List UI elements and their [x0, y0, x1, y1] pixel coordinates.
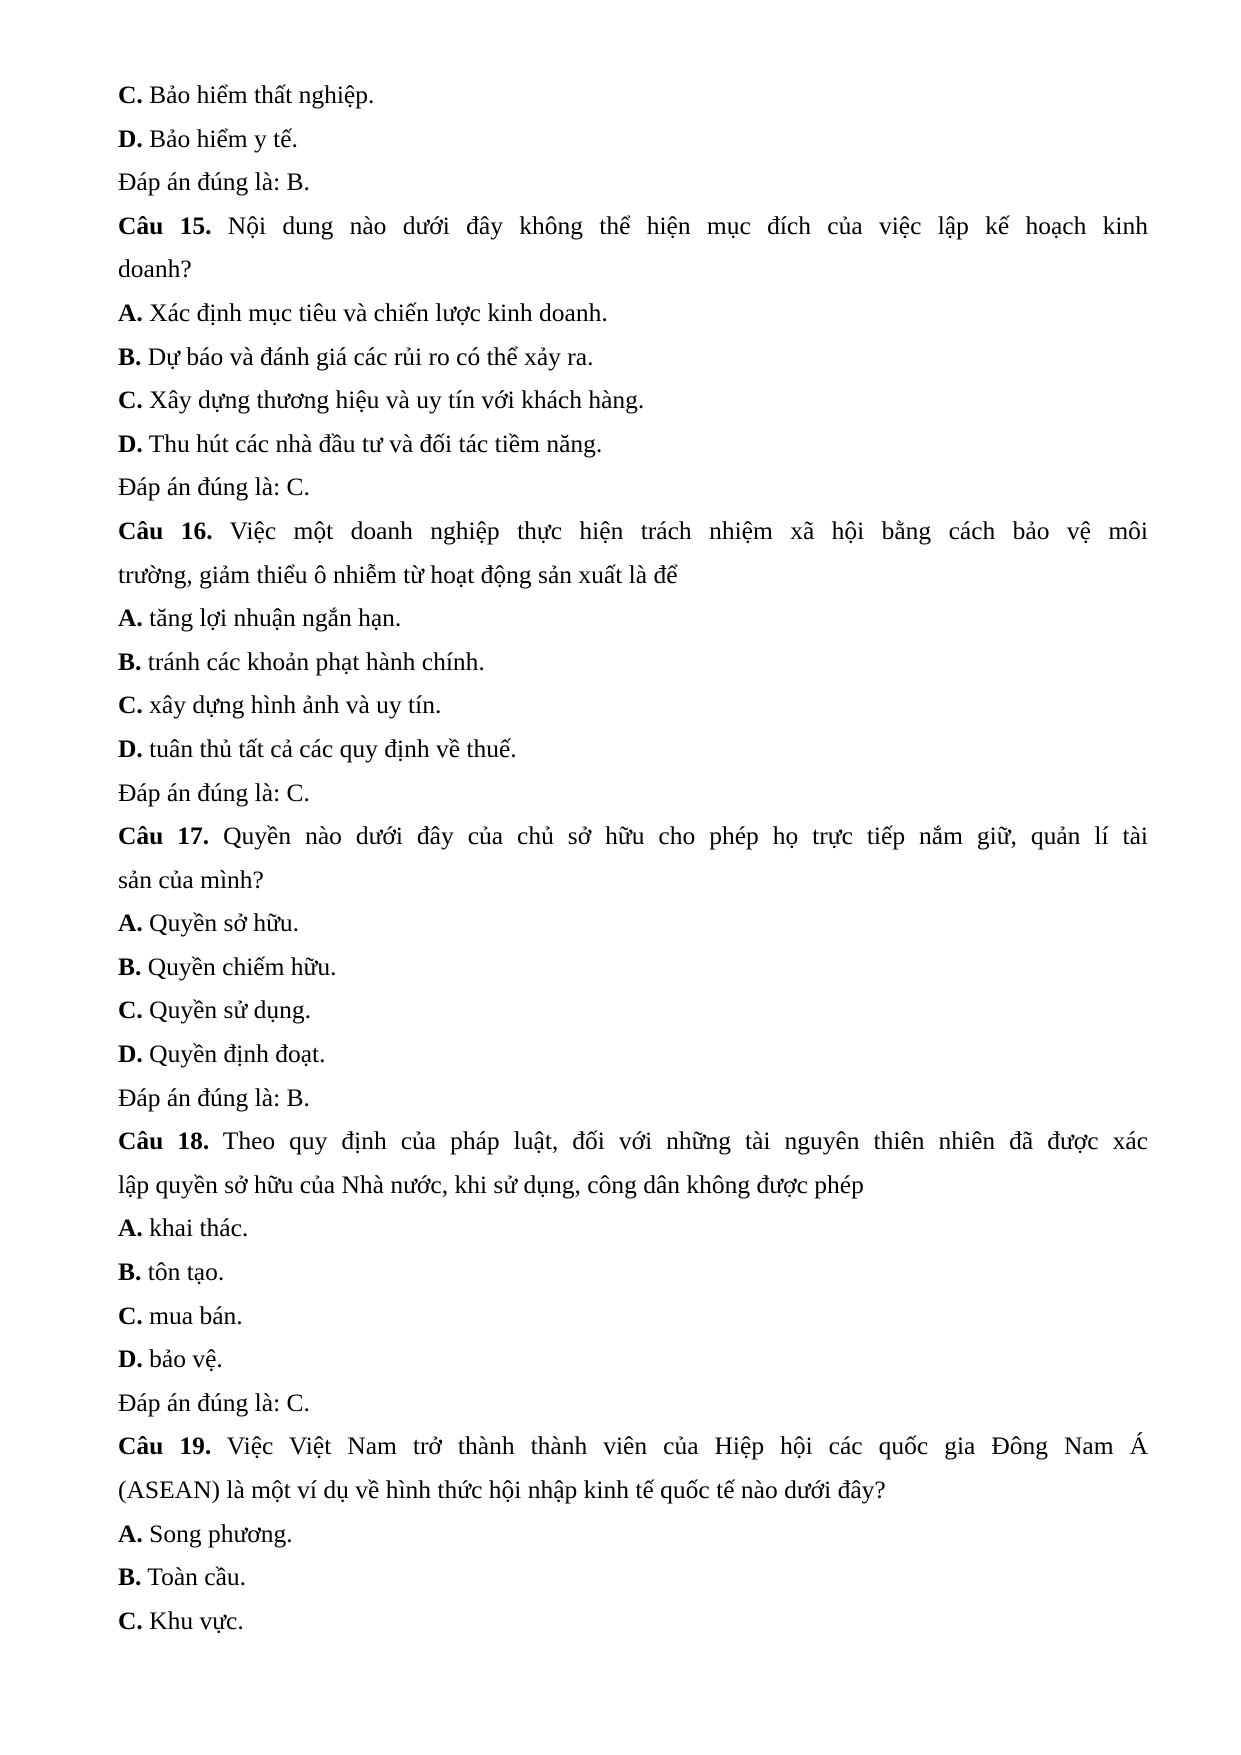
option-text: tôn tạo.: [141, 1257, 225, 1287]
option-text: Xây dựng thương hiệu và uy tín với khách hàng.: [142, 385, 645, 415]
option-label: B.: [118, 1562, 142, 1592]
answer-option: [118, 901, 1148, 945]
option-text: Thu hút các nhà đầu tư và đối tác tiềm năng.: [142, 428, 603, 458]
question: [118, 509, 1148, 596]
correct-answer: Đáp án đúng là: C.: [118, 472, 310, 502]
option-label: C.: [118, 1605, 143, 1635]
question-text: Quyền nào dưới đây của chủ sở hữu cho phép họ trực tiếp nắm giữ, quản lí tài: [209, 821, 1148, 851]
answer-option: [118, 1206, 1148, 1250]
question-text: Việc Việt Nam trở thành thành viên của Hiệp hội các quốc gia Đông Nam Á: [211, 1431, 1148, 1461]
question: [118, 1424, 1148, 1511]
answer-option: [118, 596, 1148, 640]
option-text: Bảo hiểm y tế.: [142, 123, 298, 153]
answer-option: [118, 640, 1148, 684]
question-number: Câu 17.: [118, 821, 210, 851]
option-label: C.: [118, 1300, 143, 1330]
option-text: Dự báo và đánh giá các rủi ro có thể xảy ra.: [141, 341, 594, 371]
option-label: C.: [118, 385, 143, 415]
option-text: Song phương.: [142, 1518, 293, 1548]
answer-option: [118, 117, 1148, 161]
option-text: Bảo hiểm thất nghiệp.: [142, 80, 375, 109]
question-text: Nội dung nào dưới đây không thể hiện mục đích của việc lập kế hoạch kinh: [211, 210, 1148, 240]
option-label: C.: [118, 690, 143, 720]
question-number: Câu 15.: [118, 210, 212, 240]
option-label: A.: [118, 1213, 143, 1243]
option-text: bảo vệ.: [142, 1344, 223, 1374]
option-label: D.: [118, 428, 143, 458]
answer-option: [118, 988, 1148, 1032]
answer-option: [118, 945, 1148, 989]
option-text: Khu vực.: [142, 1605, 244, 1635]
option-label: A.: [118, 908, 143, 938]
option-text: Toàn cầu.: [141, 1562, 247, 1592]
answer-option: [118, 1337, 1148, 1381]
question-line-1: [118, 1424, 1148, 1468]
answer-option: [118, 1599, 1148, 1643]
question-number: Câu 18.: [118, 1126, 210, 1156]
option-label: B.: [118, 1257, 142, 1287]
question-line-2: trường, giảm thiểu ô nhiễm từ hoạt động sản xuất là để: [118, 559, 678, 589]
option-label: B.: [118, 341, 142, 371]
document-page: [118, 73, 1148, 1642]
option-label: A.: [118, 603, 143, 633]
option-label: D.: [118, 1344, 143, 1374]
option-text: xây dựng hình ảnh và uy tín.: [142, 690, 442, 720]
question-line-1: [118, 509, 1148, 553]
correct-answer: Đáp án đúng là: B.: [118, 167, 310, 197]
answer-option: [118, 727, 1148, 771]
option-text: Quyền chiếm hữu.: [141, 951, 337, 981]
question: [118, 204, 1148, 291]
answer-option: [118, 1512, 1148, 1556]
question-line-2: lập quyền sở hữu của Nhà nước, khi sử dụng, công dân không được phép: [118, 1169, 864, 1199]
answer-option: [118, 378, 1148, 422]
question-line-2: (ASEAN) là một ví dụ về hình thức hội nhập kinh tế quốc tế nào dưới đây?: [118, 1475, 886, 1504]
option-label: D.: [118, 1039, 143, 1069]
option-text: mua bán.: [142, 1300, 243, 1330]
option-label: D.: [118, 123, 143, 153]
option-label: D.: [118, 733, 143, 763]
question-line-2: doanh?: [118, 254, 192, 284]
option-label: C.: [118, 995, 143, 1025]
answer-option: [118, 291, 1148, 335]
question-text: Việc một doanh nghiệp thực hiện trách nhiệm xã hội bằng cách bảo vệ môi: [212, 515, 1148, 545]
question-line-2: sản của mình?: [118, 864, 264, 894]
option-text: tránh các khoản phạt hành chính.: [141, 646, 485, 676]
option-text: tăng lợi nhuận ngắn hạn.: [142, 603, 402, 633]
answer-option: [118, 73, 1148, 117]
option-label: B.: [118, 646, 142, 676]
answer-option: [118, 683, 1148, 727]
option-text: Xác định mục tiêu và chiến lược kinh doanh.: [142, 297, 608, 327]
answer-option: [118, 422, 1148, 466]
answer-option: [118, 1294, 1148, 1338]
question-number: Câu 16.: [118, 515, 213, 545]
option-label: A.: [118, 297, 143, 327]
correct-answer: Đáp án đúng là: C.: [118, 1387, 310, 1417]
question-line-1: [118, 1119, 1148, 1163]
answer-option: [118, 335, 1148, 379]
question: [118, 814, 1148, 901]
option-label: A.: [118, 1518, 143, 1548]
question-text: Theo quy định của pháp luật, đối với những tài nguyên thiên nhiên đã được xác: [209, 1126, 1148, 1156]
option-text: Quyền sở hữu.: [142, 908, 300, 938]
option-label: C.: [118, 80, 143, 109]
option-text: tuân thủ tất cả các quy định về thuế.: [142, 733, 517, 763]
answer-option: [118, 1555, 1148, 1599]
question: [118, 1119, 1148, 1206]
option-label: B.: [118, 951, 142, 981]
answer-option: [118, 1032, 1148, 1076]
question-line-1: [118, 814, 1148, 858]
correct-answer: Đáp án đúng là: C.: [118, 777, 310, 807]
option-text: khai thác.: [142, 1213, 249, 1243]
correct-answer: Đáp án đúng là: B.: [118, 1082, 310, 1112]
question-line-1: [118, 204, 1148, 248]
option-text: Quyền sử dụng.: [142, 995, 312, 1025]
answer-option: [118, 1250, 1148, 1294]
option-text: Quyền định đoạt.: [142, 1039, 326, 1069]
question-number: Câu 19.: [118, 1431, 212, 1461]
